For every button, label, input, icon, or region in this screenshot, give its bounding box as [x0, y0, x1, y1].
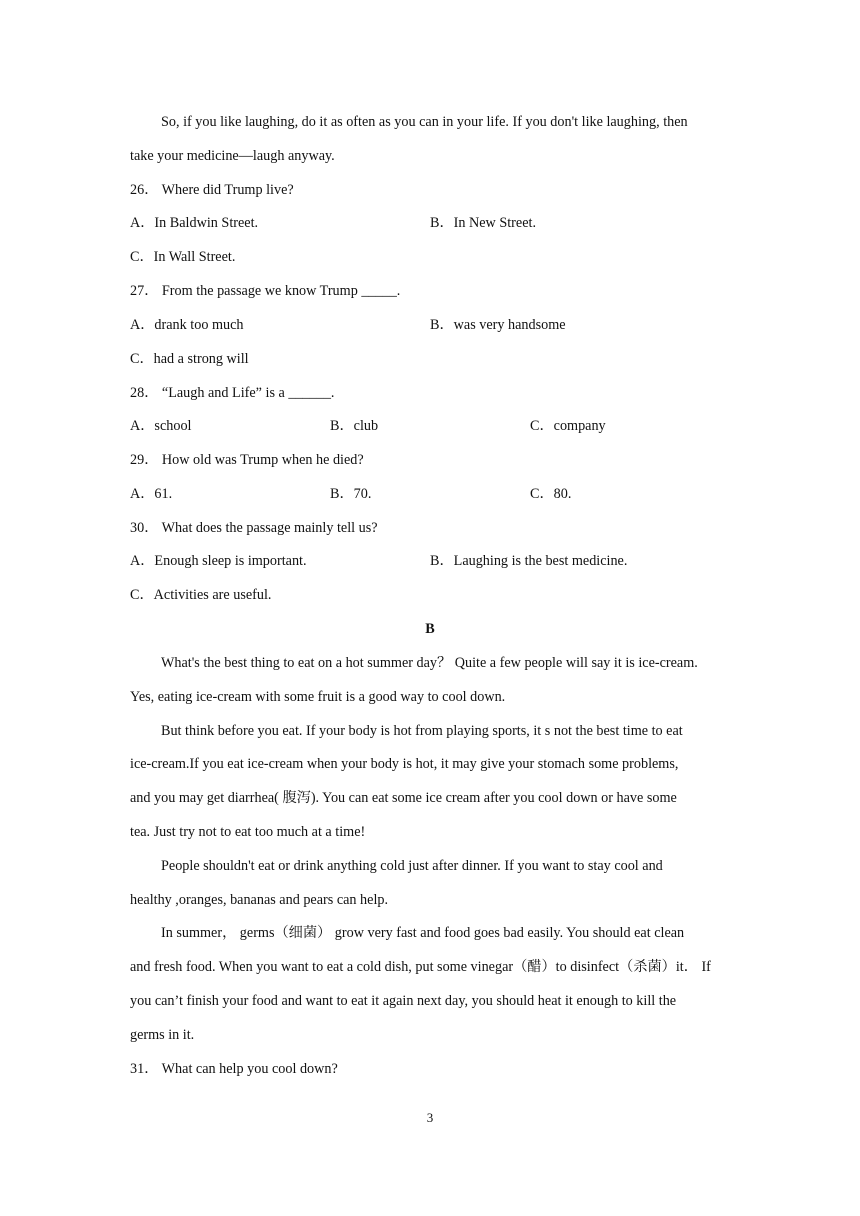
question-30-stem: 30． What does the passage mainly tell us?	[130, 520, 378, 536]
question-27-option-b: B．was very handsome	[430, 317, 566, 333]
question-29-option-c: C．80.	[530, 486, 572, 502]
section-b-paragraph-3-cont: healthy ,oranges, bananas and pears can help.	[130, 892, 389, 908]
question-31-stem: 31． What can help you cool down?	[130, 1061, 338, 1077]
section-b-paragraph-2-cont: tea. Just try not to eat too much at a time!	[130, 824, 366, 840]
question-29-stem: 29． How old was Trump when he died?	[130, 452, 364, 468]
section-b-paragraph-2-cont: ice-cream.If you eat ice-cream when your body is hot, it may give your stomach some problems,	[130, 756, 679, 772]
question-28-option-c: C．company	[530, 418, 606, 434]
question-26-stem: 26． Where did Trump live?	[130, 182, 294, 198]
section-b-paragraph-1: What's the best thing to eat on a hot summer day？ Quite a few people will say it is ice-cream.	[161, 655, 698, 671]
section-b-paragraph-2-cont: and you may get diarrhea( 腹泻). You can eat some ice cream after you cool down or have some	[130, 790, 677, 806]
question-28-stem: 28． “Laugh and Life” is a ______.	[130, 385, 335, 401]
section-b-paragraph-2: But think before you eat. If your body is hot from playing sports, it s not the best time to eat	[161, 723, 683, 739]
question-28-option-a: A．school	[130, 418, 192, 434]
question-29-option-b: B．70.	[330, 486, 372, 502]
section-b-paragraph-4: In summer， germs（细菌） grow very fast and food goes bad easily. You should eat clean	[161, 925, 685, 941]
question-27-option-a: A．drank too much	[130, 317, 244, 333]
section-b-paragraph-4-cont: you can’t finish your food and want to eat it again next day, you should heat it enough to kill the	[130, 993, 677, 1009]
passage-a-paragraph-cont: take your medicine—laugh anyway.	[130, 148, 335, 164]
question-26-option-c: C．In Wall Street.	[130, 249, 236, 265]
question-26-option-b: B．In New Street.	[430, 215, 536, 231]
section-b-paragraph-4-cont: and fresh food. When you want to eat a cold dish, put some vinegar（醋）to disinfect（杀菌）it． If	[130, 959, 711, 975]
question-30-option-b: B．Laughing is the best medicine.	[430, 553, 628, 569]
question-28-option-b: B．club	[330, 418, 379, 434]
question-27-option-c: C．had a strong will	[130, 351, 249, 367]
question-26-option-a: A．In Baldwin Street.	[130, 215, 259, 231]
section-b-paragraph-3: People shouldn't eat or drink anything cold just after dinner. If you want to stay cool and	[161, 858, 663, 874]
page-number: 3	[426, 1110, 434, 1125]
passage-a-paragraph: So, if you like laughing, do it as often as you can in your life. If you don't like laughing, then	[161, 114, 688, 130]
section-b-heading: B	[425, 621, 435, 637]
section-b-paragraph-4-cont: germs in it.	[130, 1027, 195, 1043]
question-27-stem: 27． From the passage we know Trump _____.	[130, 283, 401, 299]
question-30-option-a: A．Enough sleep is important.	[130, 553, 307, 569]
question-30-option-c: C．Activities are useful.	[130, 587, 272, 603]
question-29-option-a: A．61.	[130, 486, 173, 502]
section-b-paragraph-1-cont: Yes, eating ice-cream with some fruit is a good way to cool down.	[130, 689, 506, 705]
